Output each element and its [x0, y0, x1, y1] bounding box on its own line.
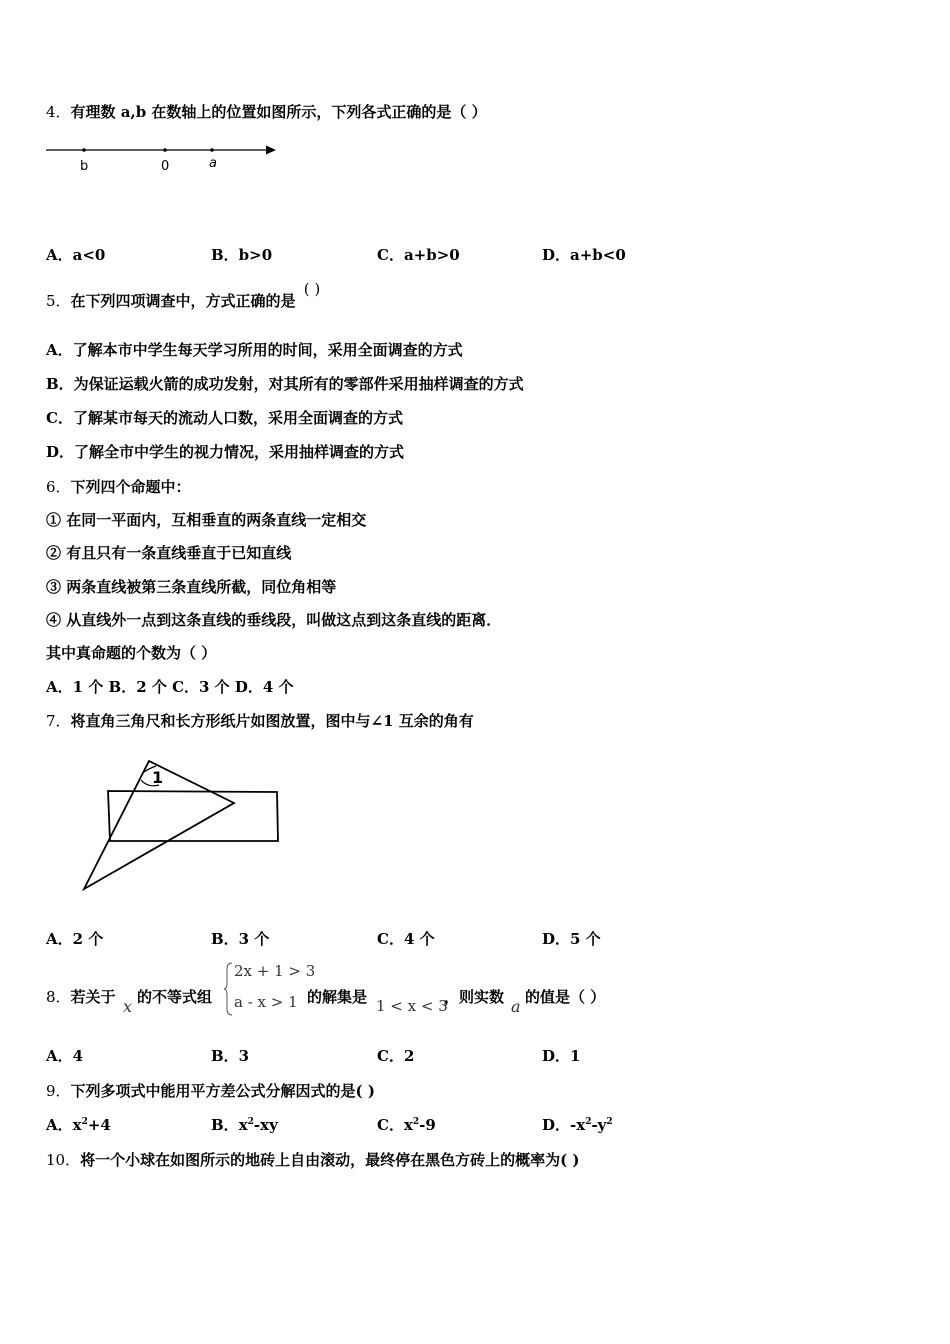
option-d: D．1 — [542, 1047, 581, 1065]
question-number: 5． — [46, 292, 71, 310]
proposition-4: ④ 从直线外一点到这条直线的垂线段，叫做这点到这条直线的距离． — [46, 611, 502, 629]
option-c: C．$x^2-9$ — [377, 1116, 436, 1134]
option-d: D．了解全市中学生的视力情况，采用抽样调查的方式 — [46, 443, 405, 461]
number-line-figure — [44, 140, 284, 176]
option-b: B．3 个 — [211, 930, 270, 948]
proposition-1: ① 在同一平面内，互相垂直的两条直线一定相交 — [46, 511, 367, 529]
question-number: 7． — [46, 712, 71, 730]
question-number: 4． — [46, 103, 71, 121]
question-7 — [46, 711, 474, 731]
question-number: 9． — [46, 1082, 71, 1100]
angle-label: 1 — [152, 768, 164, 787]
option-b: B．$x^2-xy$ — [211, 1116, 278, 1134]
inequality-1: 2x + 1 > 3 — [234, 962, 316, 980]
question-6 — [46, 477, 191, 497]
label-b: b — [80, 159, 89, 174]
system-brace — [224, 961, 234, 1017]
solution-set: 1 < x < 3 — [376, 997, 448, 1015]
question-number: 6． — [46, 478, 71, 496]
answer-paren: ( ) — [303, 280, 321, 298]
option-a: A．a<0 — [46, 246, 106, 264]
option-a: A．4 — [46, 1047, 84, 1065]
option-b: B．为保证运载火箭的成功发射，对其所有的零部件采用抽样调查的方式 — [46, 375, 524, 393]
question-5 — [46, 280, 321, 311]
question-8 — [46, 987, 116, 1007]
label-zero: 0 — [161, 159, 170, 174]
question-number: 10． — [46, 1151, 81, 1169]
question-text: 将直角三角尺和长方形纸片如图放置，图中与∠1 互余的角有 — [70, 712, 474, 730]
question-text: 在下列四项调查中，方式正确的是 — [70, 292, 296, 310]
question-text: 下列四个命题中： — [70, 478, 191, 496]
question-text: 有理数 a,b 在数轴上的位置如图所示，下列各式正确的是（ ） — [70, 103, 487, 121]
question-text-b: 的不等式组 — [137, 988, 213, 1006]
inequality-2: a - x > 1 — [234, 993, 298, 1011]
option-d: D．5 个 — [542, 930, 601, 948]
option-a: A．2 个 — [46, 930, 104, 948]
question-text-d: ，则实数 — [444, 988, 505, 1006]
question-text: 下列多项式中能用平方差公式分解因式的是( ) — [70, 1082, 375, 1100]
proposition-3: ③ 两条直线被第三条直线所截，同位角相等 — [46, 578, 337, 596]
rectangle-paper — [108, 791, 278, 841]
question-text: 将一个小球在如图所示的地砖上自由滚动，最终停在黑色方砖上的概率为( ) — [80, 1151, 580, 1169]
question-text-e: 的值是（ ） — [525, 988, 606, 1006]
option-c: C．2 — [377, 1047, 415, 1065]
option-b: B．b>0 — [211, 246, 273, 264]
triangle-rectangle-figure — [70, 752, 290, 897]
variable-x: x — [123, 997, 133, 1016]
proposition-2: ② 有且只有一条直线垂直于已知直线 — [46, 544, 292, 562]
option-d: D．$-x^2-y^2$ — [542, 1116, 613, 1134]
question-4 — [46, 102, 487, 122]
option-a: A．了解本市中学生每天学习所用的时间，采用全面调查的方式 — [46, 341, 463, 359]
question-text-c: 的解集是 — [307, 988, 368, 1006]
option-d: D．a+b<0 — [542, 246, 626, 264]
question-number: 8． — [46, 988, 71, 1006]
question-10 — [46, 1150, 580, 1170]
label-a: a — [209, 156, 217, 171]
option-a: A．$x^2+4$ — [46, 1116, 111, 1134]
question-9 — [46, 1081, 375, 1101]
option-c: C．4 个 — [377, 930, 435, 948]
option-b: B．3 — [211, 1047, 250, 1065]
question-6-prompt: 其中真命题的个数为（ ） — [46, 644, 217, 662]
option-c: C．a+b>0 — [377, 246, 460, 264]
options-row: A．1 个 B．2 个 C．3 个 D．4 个 — [46, 678, 294, 696]
question-text-a: 若关于 — [70, 988, 116, 1006]
variable-a: a — [511, 997, 521, 1016]
option-c: C．了解某市每天的流动人口数，采用全面调查的方式 — [46, 409, 403, 427]
